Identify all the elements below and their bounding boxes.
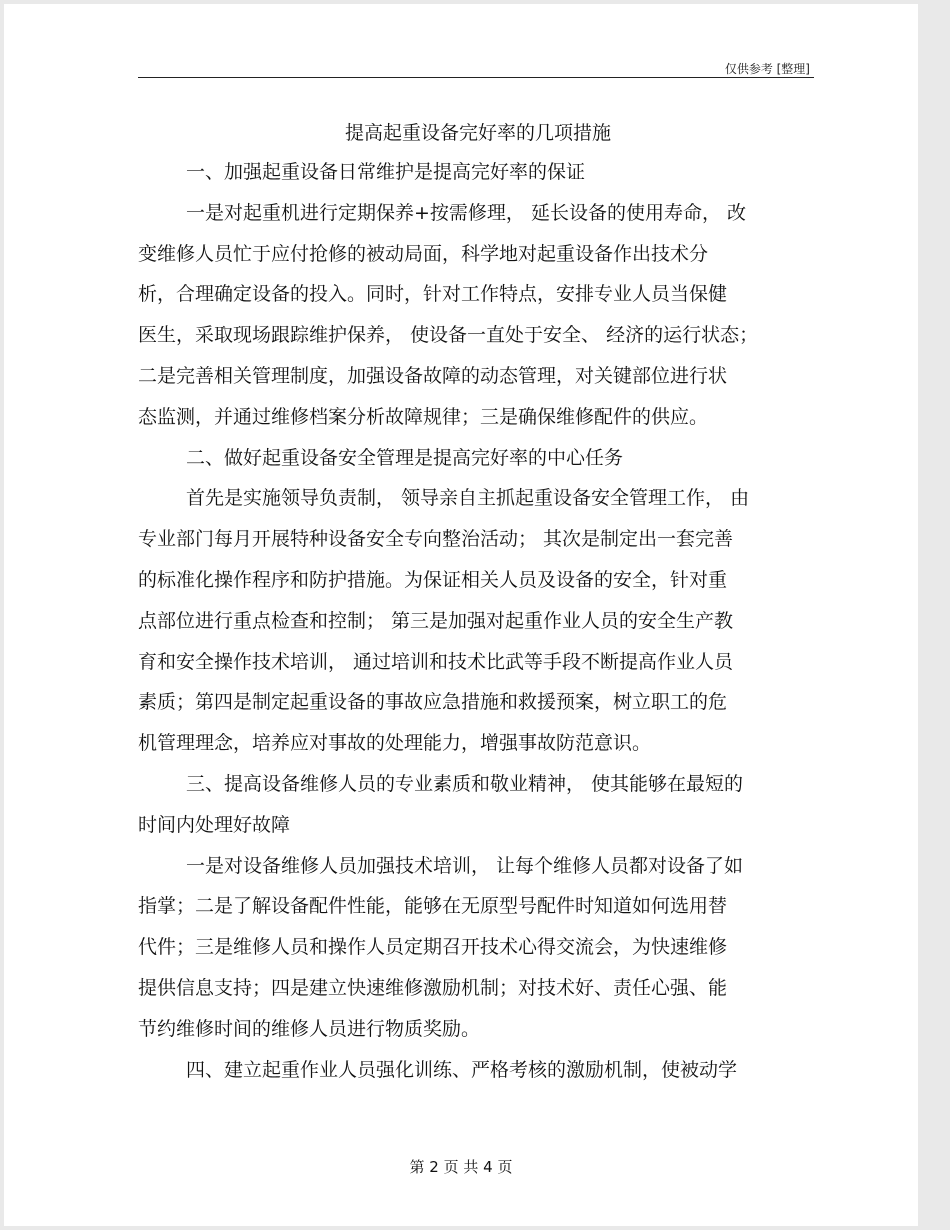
text-line: 态监测，并通过维修档案分析故障规律；三是确保维修配件的供应。 xyxy=(138,405,709,428)
text-line: 三、提高设备维修人员的专业素质和敬业精神， 使其能够在最短的 xyxy=(186,772,744,795)
document-page xyxy=(4,4,918,1226)
text-line: 一、加强起重设备日常维护是提高完好率的保证 xyxy=(186,161,586,183)
header-divider xyxy=(138,77,814,78)
text-line: 提供信息支持；四是建立快速维修激励机制；对技术好、责任心强、能 xyxy=(138,976,728,999)
text-line: 点部位进行重点检查和控制； 第三是加强对起重作业人员的安全生产教 xyxy=(138,609,734,632)
text-line: 指掌；二是了解设备配件性能，能够在无原型号配件时知道如何选用替 xyxy=(138,895,728,918)
text-line: 育和安全操作技术培训， 通过培训和技术比武等手段不断提高作业人员 xyxy=(138,650,734,673)
text-line: 的标准化操作程序和防护措施。为保证相关人员及设备的安全，针对重 xyxy=(138,568,728,591)
text-line: 机管理理念，培养应对事故的处理能力，增强事故防范意识。 xyxy=(138,732,652,755)
text-line: 一是对起重机进行定期保养+按需修理， 延长设备的使用寿命， 改 xyxy=(186,201,747,224)
page-number: 第 2 页 共 4 页 xyxy=(409,1158,513,1176)
text-line: 二、做好起重设备安全管理是提高完好率的中心任务 xyxy=(186,446,624,469)
text-line: 医生，采取现场跟踪维护保养， 使设备一直处于安全、 经济的运行状态； xyxy=(138,324,759,347)
text-line: 素质；第四是制定起重设备的事故应急措施和救援预案，树立职工的危 xyxy=(138,691,728,714)
header-note: 仅供参考 [整理] xyxy=(724,62,810,76)
document-body xyxy=(138,114,818,1090)
text-line: 时间内处理好故障 xyxy=(138,813,291,836)
document-title: 提高起重设备完好率的几项措施 xyxy=(344,122,611,144)
text-line: 变维修人员忙于应付抢修的被动局面，科学地对起重设备作出技术分 xyxy=(138,242,709,265)
text-line: 二是完善相关管理制度，加强设备故障的动态管理，对关键部位进行状 xyxy=(138,364,728,387)
text-line: 析，合理确定设备的投入。同时，针对工作特点，安排专业人员当保健 xyxy=(138,283,728,306)
text-line: 四、建立起重作业人员强化训练、严格考核的激励机制，使被动学 xyxy=(186,1058,738,1081)
text-line: 节约维修时间的维修人员进行物质奖励。 xyxy=(138,1017,481,1040)
text-line: 代件；三是维修人员和操作人员定期召开技术心得交流会，为快速维修 xyxy=(138,936,728,959)
text-line: 一是对设备维修人员加强技术培训， 让每个维修人员都对设备了如 xyxy=(186,854,744,877)
text-line: 首先是实施领导负责制， 领导亲自主抓起重设备安全管理工作， 由 xyxy=(186,487,750,510)
text-line: 专业部门每月开展特种设备安全专向整治活动； 其次是制定出一套完善 xyxy=(138,528,734,551)
paragraph-lines xyxy=(138,152,818,1090)
